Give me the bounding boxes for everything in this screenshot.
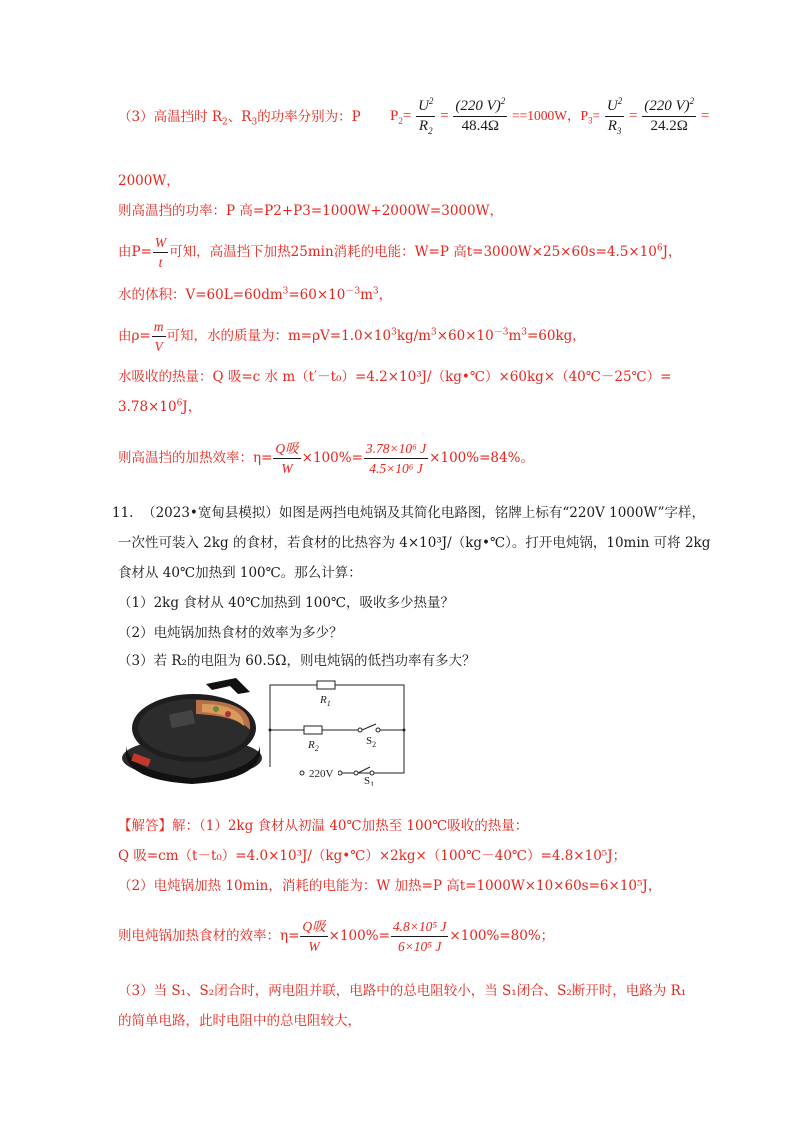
l7res: ×100%=84%。: [429, 450, 534, 466]
220V: (220 V): [455, 98, 501, 114]
denom-48.4: 48.4Ω: [461, 118, 500, 134]
exp: 3: [391, 327, 397, 338]
l2c: J，: [662, 244, 682, 260]
q11-sub3: （3）若 R₂的电阻为 60.5Ω，则电炖锅的低挡功率有多大？: [118, 653, 476, 669]
p2-label: $P_2=$: [390, 107, 412, 126]
frac-220-484: $\frac{(220 V)^2}{48.4\Omega}$: [455, 96, 506, 134]
220V: (220 V): [644, 98, 690, 114]
line-l2: [118, 234, 682, 271]
a4pct: ×100%=: [328, 928, 390, 944]
answer-line1: [118, 817, 528, 835]
line-l5: 水吸收的热量：Q 吸=c 水 m（t′－t₀）=4.2×10³J/（kg•℃）×60kg×（40℃－25℃）=: [118, 369, 672, 385]
r2-resistor: [304, 726, 322, 734]
l3a: 水的体积：V=60L=60dm: [118, 287, 283, 303]
exp: 3: [372, 286, 379, 297]
l4d: ×60×10: [436, 328, 494, 344]
circuit-diagram: [262, 676, 422, 786]
frac-W-t: [153, 234, 168, 271]
formula-p2: $P_2=$ $\frac{U^2}{R_2}$ = $\frac{(220 V)^2}{48.4\Omega}$ ==1000W，$P_3=$ $\frac{U^2}{R_3}$ = $\frac{(220 V)^2}{24.2\Omega}$ =: [390, 96, 710, 136]
frac-220-242: $\frac{(220 V)^2}{24.2\Omega}$: [644, 96, 695, 134]
l7pct: ×100%=: [301, 450, 363, 466]
exp: 6: [656, 243, 663, 254]
frac-m-V: [152, 318, 166, 355]
sub: 2: [222, 117, 228, 128]
a4res: ×100%=80%；: [449, 928, 555, 944]
q11-l1: （2023•宽甸县模拟）如图是两挡电炖锅及其简化电路图，铭牌上标有“220V 1000W”字样，: [142, 505, 705, 521]
den: 4.5×10⁶ J: [369, 461, 423, 476]
line-l7: [118, 440, 534, 477]
W: W: [153, 234, 168, 253]
l3b: =60×10: [288, 287, 346, 303]
line-l3: [118, 286, 392, 304]
q11-sub2: （2）电炖锅加热食材的效率为多少？: [118, 625, 343, 641]
denom-24.2: 24.2Ω: [650, 118, 688, 134]
r1-resistor: [317, 681, 335, 689]
line-l4: [118, 318, 586, 355]
q11-line1: [112, 504, 705, 522]
part3-res2: 2000W，: [118, 173, 180, 189]
V: V: [154, 339, 163, 354]
l7a: 则高温挡的加热效率：η=: [118, 450, 273, 466]
sub: 3: [251, 117, 258, 128]
frac-48-6: [391, 918, 449, 955]
answer-line2: Q 吸=cm（t－t₀）=4.0×10³J/（kg•℃）×2kg×（100℃－40℃）=4.8×10⁵J；: [118, 848, 627, 864]
frac-Q-W: [273, 440, 300, 477]
l4a: 由ρ=: [118, 328, 151, 344]
m: m: [152, 318, 166, 337]
circuit-frame: [270, 685, 404, 773]
q11-line2: 一次性可装入 2kg 的食材，若食材的比热容为 4×10³J/（kg•℃）。打开电炖锅，10min 可将 2kg: [118, 535, 711, 551]
l4b: 可知，水的质量为：m=ρV=1.0×10: [166, 328, 392, 344]
l4e: m: [508, 328, 522, 344]
exp: 6: [176, 398, 183, 409]
r2-label: $R_2$: [308, 739, 319, 753]
part3-line: [118, 108, 361, 126]
l2b: 可知，高温挡下加热25min消耗的电能：W=P 高t=3000W×25×60s=4.5×10: [169, 244, 657, 260]
exp: 3: [521, 327, 527, 338]
W: W: [281, 461, 293, 476]
answer-line6: 的简单电路，此时电阻中的总电阻较大，: [118, 1013, 361, 1029]
R: R: [607, 118, 617, 134]
pan-image: [118, 676, 268, 786]
l6b: J，: [182, 399, 202, 415]
eq: =: [512, 107, 520, 123]
l3d: ，: [378, 287, 393, 303]
den: 6×10⁵ J: [397, 939, 442, 954]
num: 3.78×10⁶ J: [364, 440, 428, 459]
frac-u2-r3: $\frac{U^2}{R_3}$: [606, 96, 623, 136]
line-l1: 则高温挡的功率：P 高=P2+P3=1000W+2000W=3000W，: [118, 203, 503, 219]
line-l6: [118, 398, 201, 416]
num: 4.8×10⁵ J: [391, 918, 449, 937]
exp: 3: [282, 286, 289, 297]
a4a: 则电炖锅加热食材的效率：η=: [118, 928, 300, 944]
r1-label: $R_1$: [320, 694, 331, 708]
l3c: m: [360, 287, 373, 303]
frac-u2-r2: $\frac{U^2}{R_2}$: [418, 96, 434, 136]
frac-378-45: [364, 440, 428, 477]
part3-rest: 的功率分别为：P: [257, 109, 361, 125]
l2a: 由P=: [118, 244, 152, 260]
l4c: kg/m: [396, 328, 431, 344]
s2-label: $S_2$: [366, 735, 377, 749]
U: U: [418, 98, 429, 114]
exp: －3: [345, 286, 361, 297]
s1-label: $S_1$: [364, 775, 375, 786]
exp: 3: [430, 327, 437, 338]
answer-tag: 【解答】: [118, 818, 172, 834]
res1: =1000W，P: [519, 107, 589, 123]
R: R: [418, 118, 429, 134]
q11-num: 11.: [112, 505, 134, 521]
answer-l1: 解：（1）2kg 食材从初温 40℃加热至 100℃吸收的热量：: [172, 818, 529, 834]
U: U: [606, 98, 618, 114]
q11-sub1: （1）2kg 食材从 40℃加热到 100℃，吸收多少热量？: [118, 595, 455, 611]
voltage-label: 220V: [309, 768, 334, 780]
part3-intro: （3）高温挡时 R: [118, 109, 223, 125]
sep: 、R: [227, 109, 252, 125]
frac-Q-W-2: [300, 918, 327, 955]
Q: Q吸: [300, 918, 327, 937]
l6a: 3.78×10: [118, 399, 177, 415]
t: t: [158, 255, 163, 270]
answer-line3: （2）电炖锅加热 10min，消耗的电能为：W 加热=P 高t=1000W×10×60s=6×10⁵J，: [118, 878, 662, 894]
Q: Q吸: [273, 440, 300, 459]
exp: －3: [493, 327, 509, 338]
W: W: [308, 939, 320, 954]
l4f: =60kg，: [526, 328, 586, 344]
q11-line3: 食材从 40℃加热到 100℃。那么计算：: [118, 565, 362, 581]
answer-line5: （3）当 S₁、S₂闭合时，两电阻并联，电路中的总电阻较小，当 S₁闭合、S₂断开时，电路为 R₁: [118, 983, 687, 999]
answer-line4: [118, 918, 554, 955]
